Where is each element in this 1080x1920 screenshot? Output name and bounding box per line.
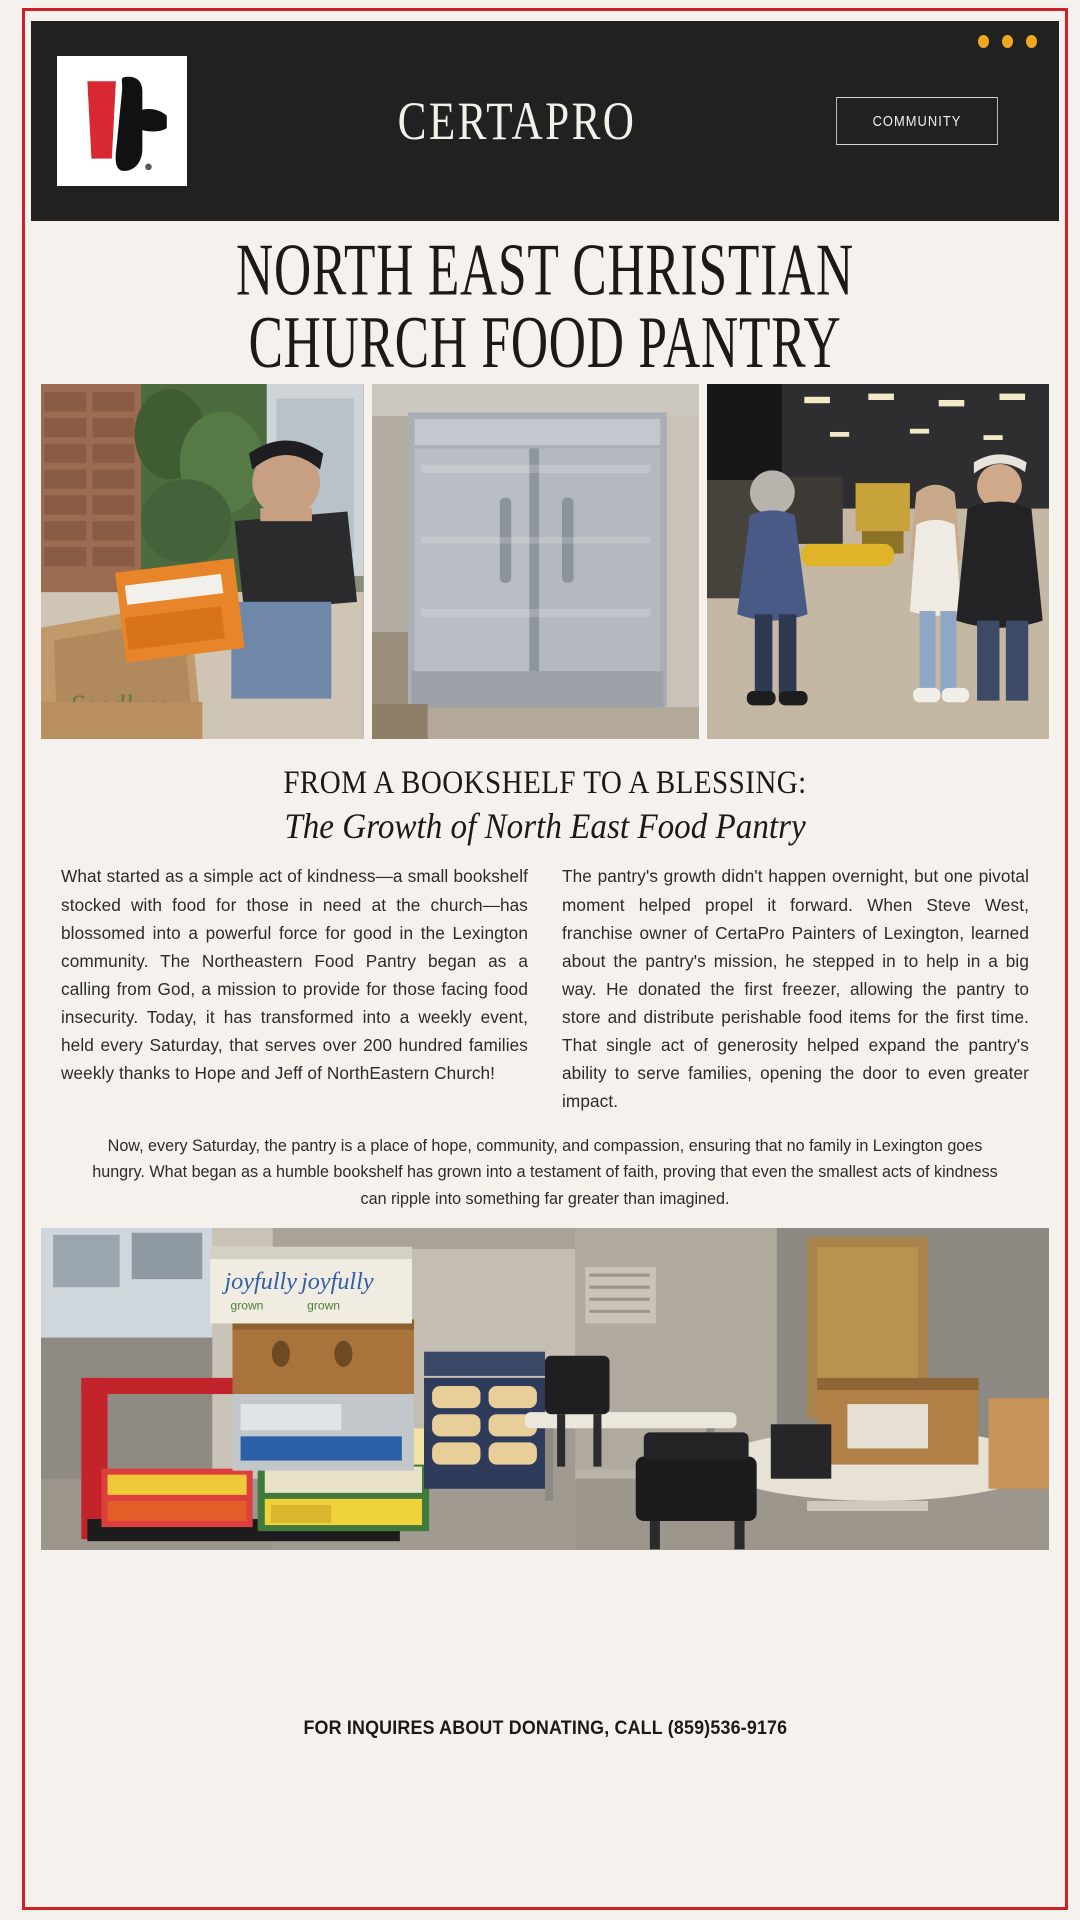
svg-text:grown: grown xyxy=(307,1298,341,1313)
window-dots xyxy=(978,35,1037,48)
volunteer-with-produce-box-photo xyxy=(41,384,364,739)
article-column-left: What started as a simple act of kindness—a small bookshelf stocked with food for those in need at the church—has blossomed into a powerful force for good in the Lexington community. The Northeastern Food Pantry began as a calling from God, a mission to provide for those facing food insecurity. Today, it has transformed into a weekly event, held every Saturday, that serves over 200 hundred families weekly thanks to Hope and Jeff of NorthEastern Church! xyxy=(61,866,528,1083)
footer xyxy=(25,1550,1065,1907)
donated-stainless-freezer-photo xyxy=(372,384,700,739)
certapro-paintbrush-logo-icon xyxy=(70,65,174,177)
donation-contact-text: FOR INQUIRES ABOUT DONATING, CALL (859)536-9176 xyxy=(303,1717,787,1739)
window-dot-1-icon xyxy=(978,35,989,48)
volunteers-conversation-photo xyxy=(707,384,1049,739)
volunteer-with-produce-box-image xyxy=(41,384,364,739)
article-closing-paragraph: Now, every Saturday, the pantry is a place of hope, community, and compassion, ensuring that no family in Lexington goes hungry. What began as a humble bookshelf has grown into a testament of faith, proving that even the smallest acts of kindness can ripple into something far greater than imagined. xyxy=(92,1135,998,1208)
window-dot-2-icon xyxy=(1002,35,1013,48)
window-dot-3-icon xyxy=(1026,35,1037,48)
article-column-right: The pantry's growth didn't happen overnight, but one pivotal moment helped propel it forward. When Steve West, franchise owner of CertaPro Painters of Lexington, learned about the pantry's mission, he stepped in to help in a big way. He donated the first freezer, allowing the pantry to store and distribute perishable food items for the first time. That single act of generosity helped expand the pantry's ability to serve families, opening the door to even greater impact. xyxy=(562,866,1029,1111)
article-heading xyxy=(25,765,1065,848)
svg-text:joyfully: joyfully xyxy=(301,1268,374,1296)
article-subtitle: The Growth of North East Food Pantry xyxy=(284,806,806,847)
brand-wordmark: CERTAPRO xyxy=(397,91,637,151)
volunteers-conversation-image xyxy=(707,384,1049,739)
red-border-frame xyxy=(22,8,1068,1910)
community-nav-button[interactable]: COMMUNITY xyxy=(836,97,998,145)
pantry-distribution-day-image xyxy=(41,1228,1049,1550)
article-kicker: FROM A BOOKSHELF TO A BLESSING: xyxy=(283,765,807,802)
site-header xyxy=(31,21,1059,221)
photo-gallery-row xyxy=(41,384,1049,739)
page-title-line-2: CHURCH FOOD PANTRY xyxy=(248,301,842,384)
article-columns xyxy=(61,862,1029,1114)
svg-text:grown: grown xyxy=(230,1298,264,1313)
certapro-logo xyxy=(57,56,187,186)
svg-text:joyfully: joyfully xyxy=(224,1268,298,1296)
page-title-line-1: NORTH EAST CHRISTIAN xyxy=(236,229,854,312)
page-title xyxy=(139,229,950,384)
donated-stainless-freezer-image xyxy=(372,384,700,739)
pantry-distribution-day-photo xyxy=(41,1228,1049,1550)
